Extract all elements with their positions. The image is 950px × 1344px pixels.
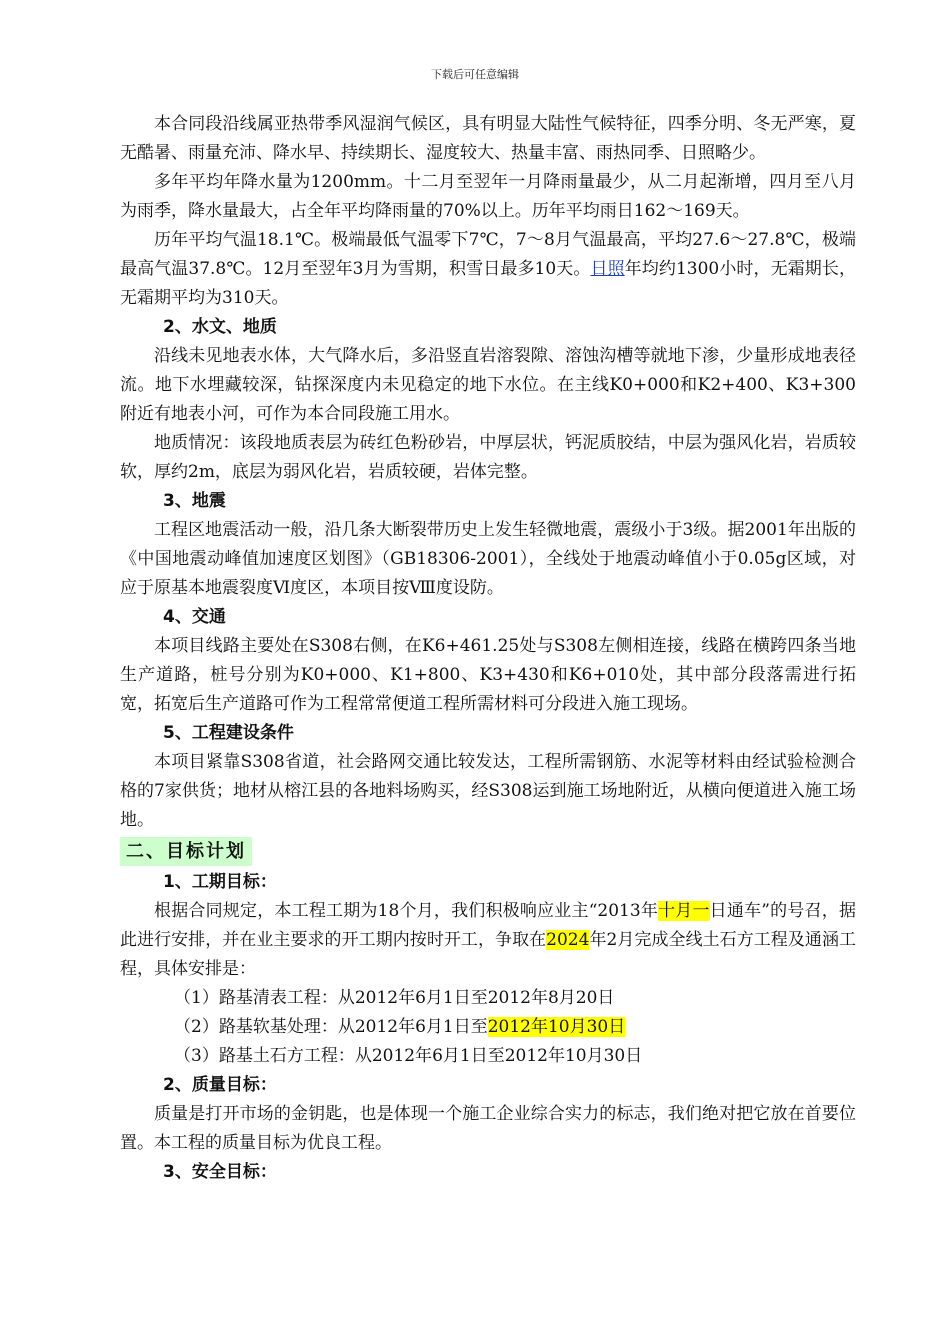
schedule-text-b: 日通车”的号召，据此进行安排，并在业主要求的开工期内按时开工，争取在 bbox=[120, 901, 856, 950]
paragraph-schedule bbox=[120, 897, 856, 984]
paragraph-traffic: 本项目线路主要处在S308右侧，在K6+461.25处与S308左侧相连接，线路在横跨四条当地生产道路，桩号分别为K0+000、K1+800、K3+430和K6+010处，其中部分段落需进行拓宽，拓宽后生产道路可作为工程常常便道工程所需材料可分段进入施工现场。 bbox=[120, 636, 856, 714]
heading-hydrology-geology: 2、水文、地质 bbox=[163, 317, 277, 337]
paragraph-climate-2: 多年平均年降水量为1200mm。十二月至翌年一月降雨量最少，从二月起渐增，四月至八月为雨季，降水量最大，占全年平均降雨量的70%以上。历年平均雨日162～169天。 bbox=[120, 172, 856, 221]
heading-construction-conditions: 5、工程建设条件 bbox=[163, 723, 294, 743]
paragraph-climate-1: 本合同段沿线属亚热带季风湿润气候区，具有明显大陆性气候特征，四季分明、冬无严寒，夏无酷暑、雨量充沛、降水早、持续期长、湿度较大、热量丰富、雨热同季、日照略少。 bbox=[120, 114, 856, 163]
climate-3-text-a: 历年平均气温18.1℃。极端最低气温零下7℃，7～8月气温最高，平均27.6～27.8℃，极端最高气温37.8℃。12月至翌年3月为雪期，积雪日最多10天。 bbox=[120, 230, 856, 279]
paragraph-quality: 质量是打开市场的金钥匙，也是体现一个施工企业综合实力的标志，我们绝对把它放在首要位置。本工程的质量目标为优良工程。 bbox=[120, 1104, 856, 1153]
heading-safety-target: 3、安全目标： bbox=[163, 1162, 277, 1182]
page-header: 下载后可任意编辑 bbox=[431, 68, 519, 81]
schedule-item-2 bbox=[120, 1013, 856, 1042]
schedule-item-2-text: （2）路基软基处理：从2012年6月1日至 bbox=[174, 1017, 488, 1037]
paragraph-geology: 地质情况：该段地质表层为砖红色粉砂岩，中厚层状，钙泥质胶结，中层为强风化岩，岩质较软，厚约2m，底层为弱风化岩，岩质较硬，岩体完整。 bbox=[120, 433, 856, 482]
heading-traffic: 4、交通 bbox=[163, 607, 226, 627]
sunshine-link[interactable]: 日照 bbox=[590, 259, 625, 279]
schedule-highlight-1: 十月一 bbox=[658, 901, 710, 921]
schedule-text-a: 根据合同规定，本工程工期为18个月，我们积极响应业主“2013年 bbox=[154, 901, 659, 921]
heading-quality-target: 2、质量目标： bbox=[163, 1075, 277, 1095]
schedule-item-1: （1）路基清表工程：从2012年6月1日至2012年8月20日 bbox=[174, 988, 615, 1008]
schedule-item-2-highlight: 2012年10月30日 bbox=[487, 1017, 626, 1037]
schedule-text-c: 年2月完成全线土石方工程及通涵工程，具体安排是： bbox=[120, 930, 856, 979]
heading-schedule-target: 1、工期目标： bbox=[163, 872, 277, 892]
schedule-highlight-2: 2024 bbox=[546, 930, 590, 950]
paragraph-climate-3 bbox=[120, 226, 856, 313]
heading-target-plan: 二、目标计划 bbox=[120, 837, 252, 866]
climate-3-text-b: 年均约1300小时，无霜期长，无霜期平均为310天。 bbox=[120, 259, 857, 308]
schedule-item-3: （3）路基土石方工程：从2012年6月1日至2012年10月30日 bbox=[174, 1046, 643, 1066]
paragraph-construction-conditions: 本项目紧靠S308省道，社会路网交通比较发达，工程所需钢筋、水泥等材料由经试验检测合格的7家供货；地材从榕江县的各地料场购买，经S308运到施工场地附近，从横向便道进入施工场地。 bbox=[120, 752, 856, 830]
paragraph-hydrology: 沿线未见地表水体，大气降水后，多沿竖直岩溶裂隙、溶蚀沟槽等就地下渗，少量形成地表径流。地下水埋藏较深，钻探深度内未见稳定的地下水位。在主线K0+000和K2+400、K3+300附近有地表小河，可作为本合同段施工用水。 bbox=[120, 346, 856, 424]
document-body bbox=[120, 110, 856, 1187]
paragraph-earthquake: 工程区地震活动一般，沿几条大断裂带历史上发生轻微地震，震级小于3级。据2001年出版的《中国地震动峰值加速度区划图》（GB18306-2001），全线处于地震动峰值小于0.05g区域，对应于原基本地震裂度Ⅵ度区，本项目按Ⅷ度设防。 bbox=[120, 520, 856, 598]
heading-earthquake: 3、地震 bbox=[163, 491, 226, 511]
